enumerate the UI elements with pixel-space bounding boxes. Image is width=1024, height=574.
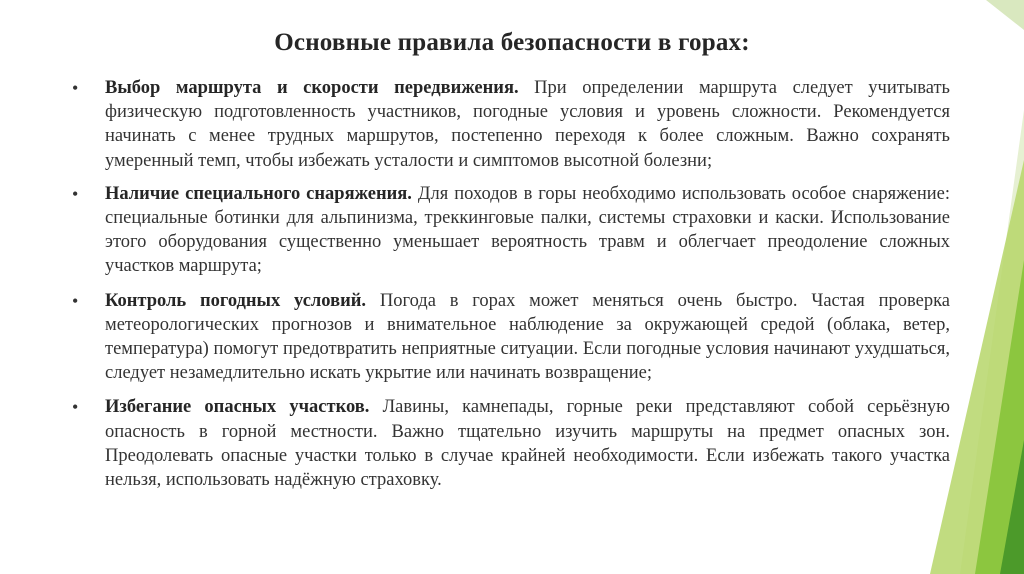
slide-title: Основные правила безопасности в горах: <box>274 29 750 56</box>
item-text: Для походов в горы необходимо использовать особое снаряжение: специальные ботинки для альпинизма, треккинговые палки, системы страховки и каски. Использование этого оборудования существенно уменьшает вероятность травм и облегчает преодоление сложных участков маршрута; <box>105 183 950 277</box>
bullet-icon: • <box>72 290 79 311</box>
list-item <box>72 182 950 279</box>
bullet-icon: • <box>72 183 79 204</box>
item-text: При определении маршрута следует учитывать физическую подготовленность участников, погодные условия и уровень сложности. Рекомендуется начинать с менее трудных маршрутов, постепенно переходя к более сложным. Важно сохранять умеренный темп, чтобы избежать усталости и симптомов высотной болезни; <box>105 78 950 171</box>
item-text: Лавины, камнепады, горные реки представляют собой серьёзную опасность в горной местности. Важно тщательно изучить маршруты на предмет опасных зон. Преодолевать опасные участки только в случае крайней необходимости. Если избежать такого участка нельзя, использовать надёжную страховку. <box>105 397 950 491</box>
item-heading: Контроль погодных условий. <box>105 290 367 311</box>
list-item <box>72 76 950 173</box>
bullet-icon: • <box>72 397 79 418</box>
item-heading: Выбор маршрута и скорости передвижения. <box>105 78 519 98</box>
top-right-accent-shape <box>986 0 1024 30</box>
item-heading: Наличие специального снаряжения. <box>105 183 412 204</box>
rules-list <box>72 76 950 501</box>
bullet-icon: • <box>72 78 79 98</box>
list-item <box>72 289 950 386</box>
list-item <box>72 395 950 492</box>
item-heading: Избегание опасных участков. <box>105 397 370 418</box>
item-text: Погода в горах может меняться очень быстро. Частая проверка метеорологических прогнозов и внимательное наблюдение за окружающей средой (облака, ветер, температура) помогут предотвратить неприятные ситуации. Если погодные условия начинают ухудшаться, следует незамедлительно искать укрытие или начинать возвращение; <box>105 290 950 384</box>
